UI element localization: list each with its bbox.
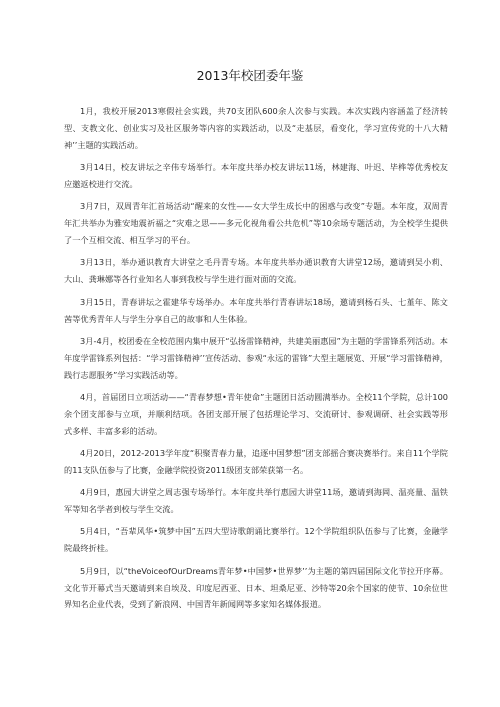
paragraph: 3月15日，青春讲坛之霍建华专场举办。本年度共举行青春讲坛18场，邀请到杨石头、七堇年、陈文茜等优秀青年人与学生分享自己的故事和人生体验。 (64, 296, 448, 324)
paragraph: 4月20日，2012-2013学年度“积聚青春力量，追逐中国梦想”团支部摇合赛决赛举行。来自11个学院的11支队伍参与了比赛，金融学院投资2011级团支部荣获第一名。 (64, 448, 448, 475)
paragraph: 1月，我校开展2013寒假社会实践，共70支团队600余人次参与实践。本次实践内容涵盖了经济转型、支教文化、创业实习及社区服务等内容的实践活动，以及“走基层，看变化，学习宣传党的十八大精神’’主题的实践活动。 (64, 106, 448, 150)
paragraph: 3月14日，校友讲坛之辛伟专场举行。本年度共举办校友讲坛11场，林建海、叶迟、毕桦等优秀校友应邀返校进行交流。 (64, 162, 448, 190)
document-body (64, 103, 448, 619)
paragraph: 5月9日，以“theVoiceofOurDreams青年梦•中国梦•世界梦’’为主题的第四届国际文化节拉开序幕。文化节开幕式当天邀请到来自埃及、印度尼西亚、日本、坦桑尼亚、沙特等20余个国家的使节、10余位世界知名企业代表，受到了新浪网、中国青年新闻网等多家知名媒体报道。 (64, 565, 448, 610)
paragraph: 4月，首届团日立项活动——“青春梦想•青年使命”主题团日活动圆满举办。全校11个学院，总计100余个团支部参与立项，并顺利结项。各团支部开展了包括理论学习、交流研讨、参观调研、社会实践等形式多样、丰富多彩的活动。 (64, 391, 448, 436)
paragraph: 3月13日，举办通识教育大讲堂之毛丹青专场。本年度共举办通识教育大讲堂12场，邀请到吴小莉、大山、龚琳娜等各行业知名人事到我校与学生进行面对面的交流。 (64, 257, 448, 285)
paragraph: 3月7日，双周青年汇首场活动“醒来的女性——女大学生成长中的困惑与改变”专题。本年度，双周青年汇共举办为雅安地震祈福之“灾难之思——多元化视角看公共危机”等10余场专题活动，为全校学生提供了一个互相交流、相互学习的平台。 (64, 201, 448, 246)
document-title: 2013年校团委年鉴 (196, 68, 304, 83)
paragraph: 5月4日，“吾辈风华•筑梦中国”五四大型诗歌朗诵比赛举行。12个学院组织队伍参与了比赛，金融学院最终折桂。 (64, 526, 448, 554)
paragraph: 3月-4月，校团委在全校范围内集中展开“弘扬雷锋精神，共建美丽惠园”为主题的学雷锋系列活动。本年度学雷锋系列包括：“学习雷锋精神’’宣传活动、参观“永远的雷锋”大型主题展览、开展“学习雷锋精神，践行志愿服务”学习实践活动等。 (64, 335, 448, 380)
paragraph: 4月9日，惠园大讲堂之周志强专场举行。本年度共举行惠园大讲堂11场，邀请到海岡、温亮量、温铁军等知名学者到校与学生交流。 (64, 487, 448, 515)
